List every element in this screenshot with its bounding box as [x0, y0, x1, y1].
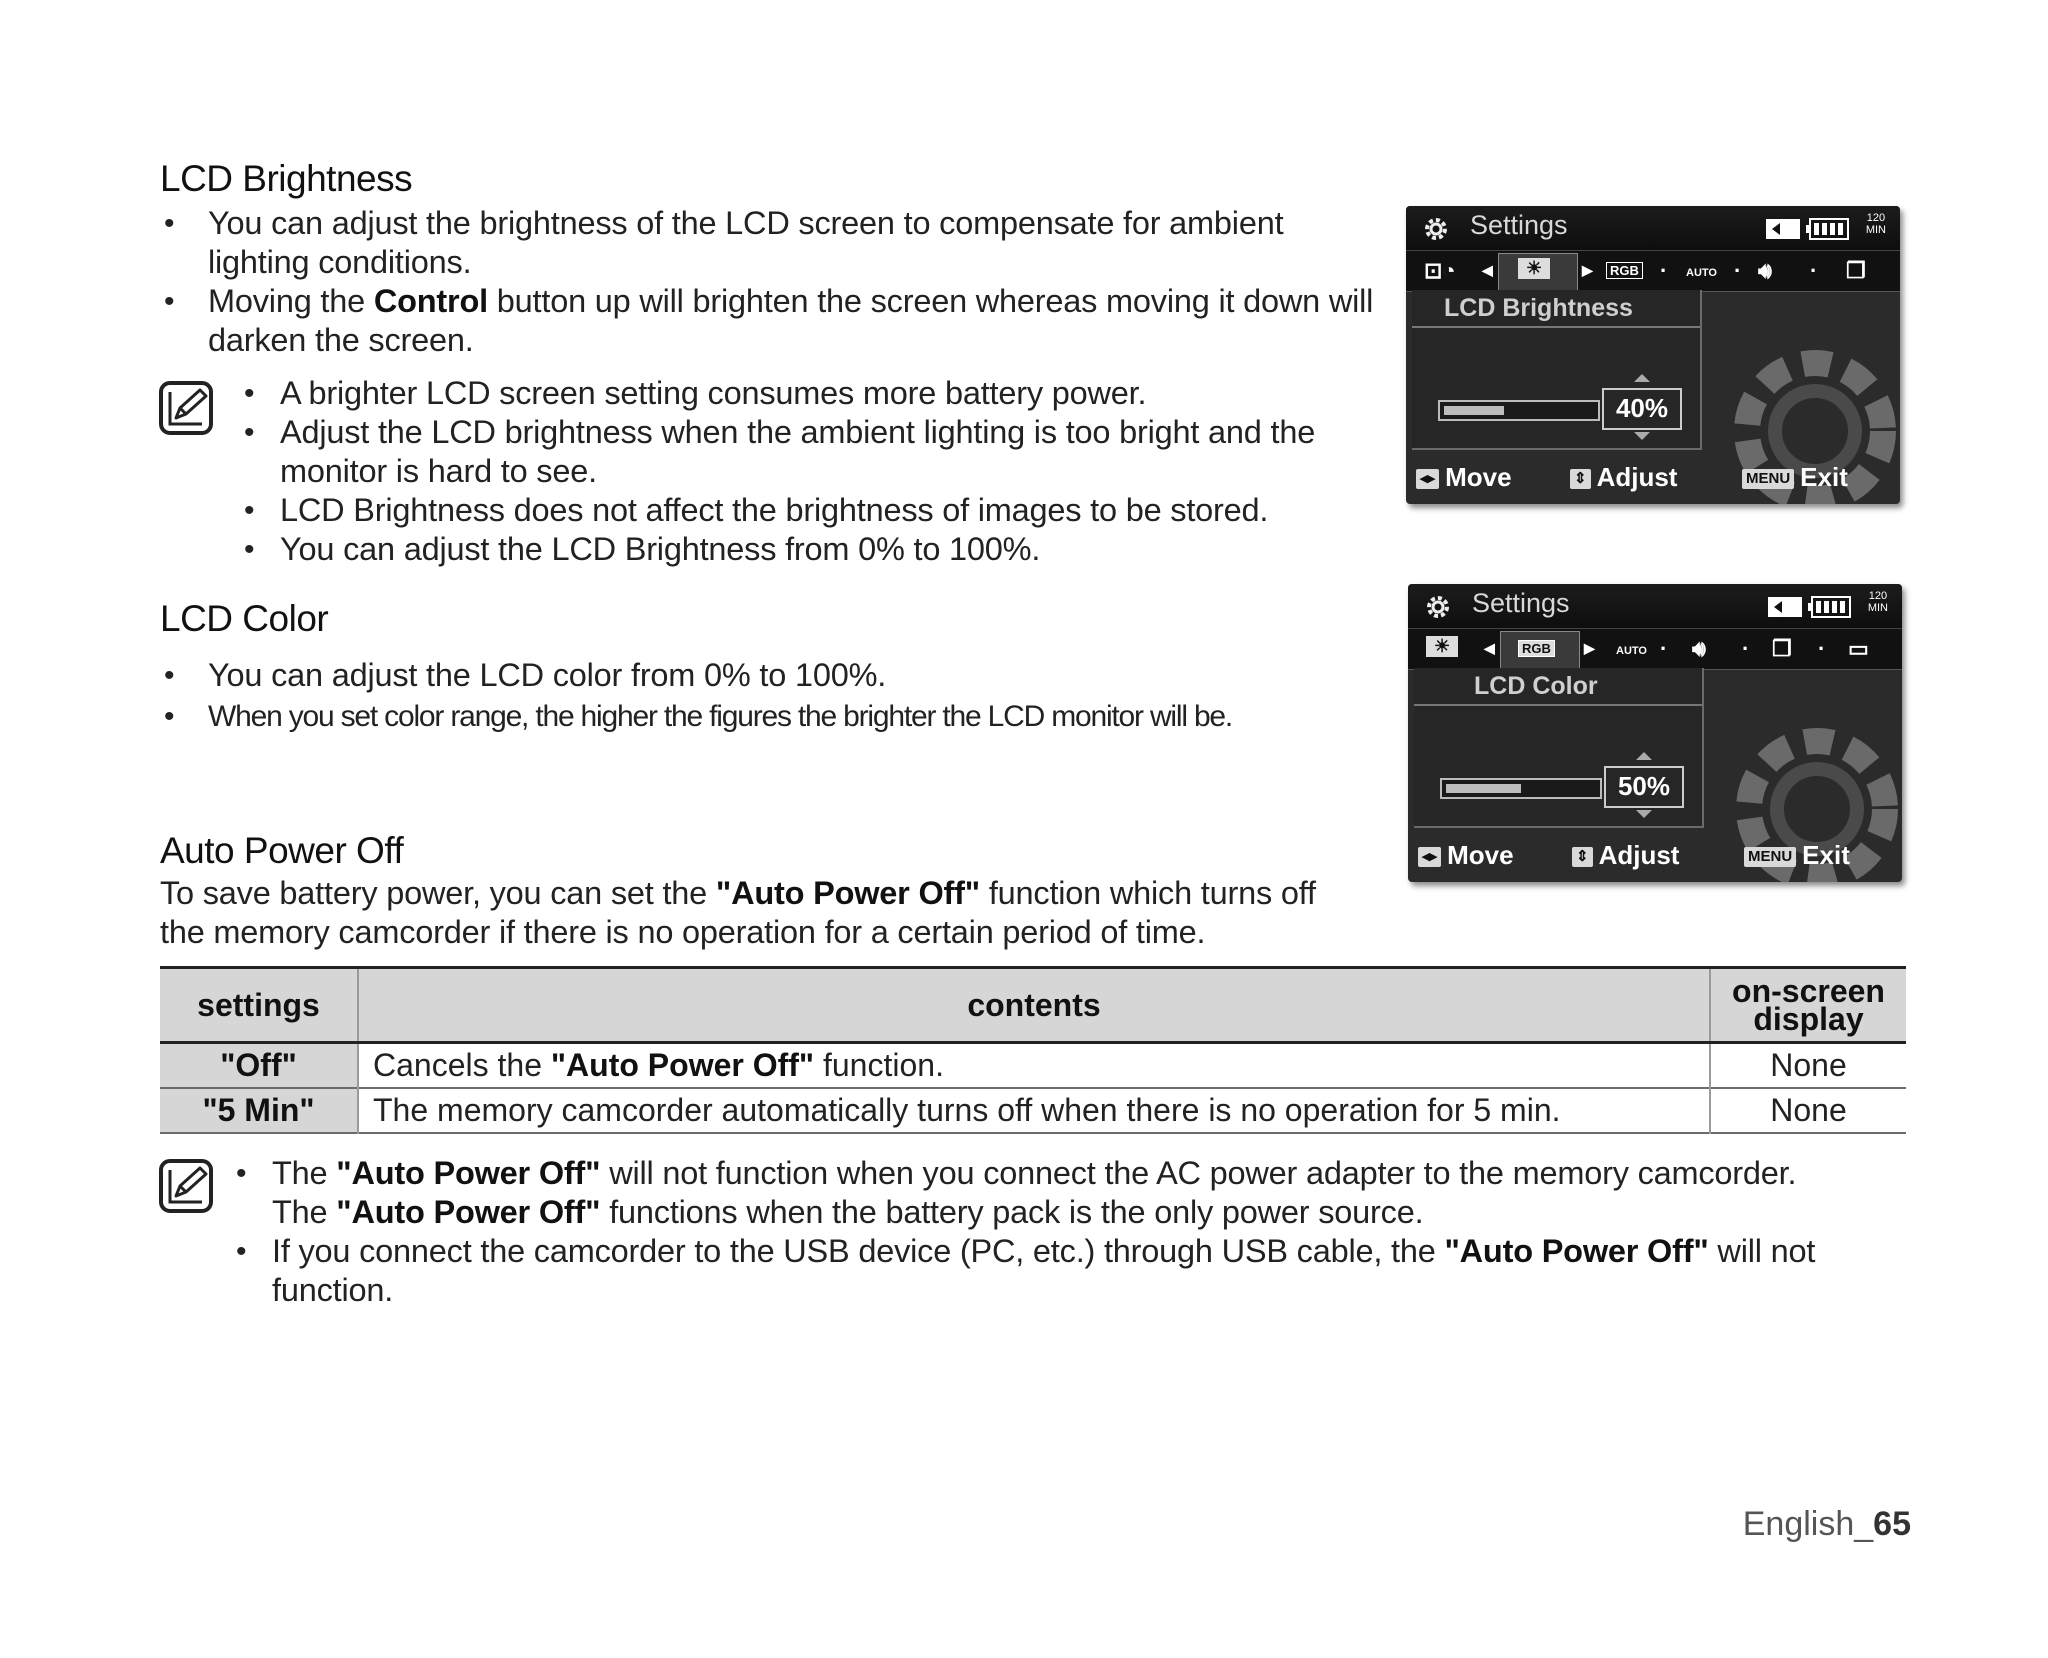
- brightness-icon: ☀: [1426, 636, 1458, 657]
- note-pencil-icon: [158, 380, 214, 436]
- auto-icon: AUTO: [1616, 645, 1647, 657]
- lcd-color-screen: [1408, 584, 1902, 882]
- table-row: [160, 1043, 1906, 1089]
- copy-icon: ❐: [1772, 636, 1792, 661]
- cell-contents: The memory camcorder automatically turns off when there is no operation for 5 min.: [358, 1088, 1710, 1133]
- value-box: 40%: [1602, 388, 1682, 430]
- list-item: • The "Auto Power Off" will not function when you connect the AC power adapter to the memory camcorder. The "Auto Power Off" functions when the battery pack is the only power source.: [236, 1154, 1916, 1232]
- exit-hint: MENU Exit: [1742, 462, 1848, 493]
- screen-title-bar: [1408, 584, 1902, 628]
- dot: ·: [1810, 258, 1818, 283]
- lcd-brightness-bullets: [160, 204, 1390, 360]
- remaining-time: 120 MIN: [1865, 212, 1886, 236]
- list-item: • If you connect the camcorder to the USB device (PC, etc.) through USB cable, the "Auto Power Off" will not function.: [236, 1232, 1916, 1310]
- dot: ·: [1818, 636, 1826, 661]
- list-item: • You can adjust the LCD Brightness from 0% to 100%.: [244, 530, 1364, 569]
- table-header-row: [160, 968, 1906, 1043]
- date-time-icon: ⊡◔: [1424, 258, 1456, 283]
- right-arrow-icon: ▶: [1582, 262, 1593, 278]
- cell-osd: None: [1770, 1092, 1847, 1128]
- value-box: 50%: [1604, 766, 1684, 808]
- left-arrow-icon: ◀: [1482, 262, 1493, 278]
- menu-key: MENU: [1742, 469, 1794, 489]
- list-item: • LCD Brightness does not affect the brightness of images to be stored.: [244, 491, 1364, 530]
- auto-power-off-intro: To save battery power, you can set the "Auto Power Off" function which turns off the memory camcorder if there is no operation for a certain period of time.: [160, 875, 1316, 950]
- adjust-hint: ⇕ Adjust: [1572, 840, 1679, 871]
- col-header-contents: contents: [358, 968, 1710, 1043]
- dot: ·: [1742, 636, 1750, 661]
- up-arrow-icon: [1636, 752, 1652, 760]
- menu-key: MENU: [1744, 847, 1796, 867]
- list-item: • A brighter LCD screen setting consumes more battery power.: [244, 374, 1364, 413]
- list-item: • You can adjust the brightness of the LCD screen to compensate for ambient lighting conditions.: [160, 204, 1390, 282]
- slider-fill: [1446, 784, 1521, 793]
- speaker-icon: 🔊︎: [1758, 258, 1772, 283]
- dot: ·: [1734, 258, 1742, 283]
- speaker-icon: 🔊︎: [1692, 636, 1706, 661]
- auto-icon: AUTO: [1686, 267, 1717, 279]
- auto-power-off-notes: [236, 1154, 1916, 1310]
- left-right-key-icon: ◂▸: [1416, 469, 1439, 489]
- left-arrow-icon: ◀: [1484, 640, 1495, 656]
- cell-contents: Cancels the "Auto Power Off" function.: [358, 1043, 1710, 1089]
- brightness-slider: [1438, 400, 1600, 421]
- heading-lcd-brightness: LCD Brightness: [160, 158, 413, 199]
- left-right-key-icon: ◂▸: [1418, 847, 1441, 867]
- screen-title: Settings: [1470, 210, 1568, 240]
- lcd-brightness-screen: [1406, 206, 1900, 504]
- page-footer: English_65: [1742, 1505, 1911, 1543]
- rgb-icon: RGB: [1518, 640, 1555, 657]
- cell-setting: "5 Min": [160, 1088, 358, 1133]
- list-item: • Moving the Control button up will brighten the screen whereas moving it down will darken the screen.: [160, 282, 1390, 360]
- up-arrow-icon: [1634, 374, 1650, 382]
- screen-title: Settings: [1472, 588, 1570, 618]
- exit-hint: MENU Exit: [1744, 840, 1850, 871]
- lcd-brightness-notes: [244, 374, 1364, 569]
- dot: ·: [1660, 258, 1668, 283]
- table-row: [160, 1088, 1906, 1133]
- lcd-color-bullets: [160, 656, 1390, 736]
- list-item: • When you set color range, the higher the figures the brighter the LCD monitor will be.: [160, 697, 1390, 736]
- panel-title: LCD Color: [1474, 672, 1598, 700]
- heading-auto-power-off: Auto Power Off: [160, 830, 404, 871]
- down-arrow-icon: [1634, 432, 1650, 440]
- screen-bottom-bar: [1406, 456, 1900, 504]
- settings-icon-row: [1408, 628, 1902, 670]
- col-header-osd: on-screen display: [1732, 973, 1885, 1037]
- list-item: • You can adjust the LCD color from 0% to 100%.: [160, 656, 1390, 695]
- down-arrow-icon: [1636, 810, 1652, 818]
- list-item: • Adjust the LCD brightness when the ambient lighting is too bright and the monitor is hard to see.: [244, 413, 1364, 491]
- cell-osd: None: [1770, 1047, 1847, 1083]
- adjust-hint: ⇕ Adjust: [1570, 462, 1677, 493]
- move-hint: ◂▸ Move: [1416, 462, 1512, 493]
- gear-icon: [1424, 593, 1452, 621]
- up-down-key-icon: ⇕: [1570, 469, 1591, 489]
- cell-setting: "Off": [160, 1043, 358, 1089]
- right-arrow-icon: ▶: [1584, 640, 1595, 656]
- up-down-key-icon: ⇕: [1572, 847, 1593, 867]
- auto-power-off-table: [160, 966, 1906, 1134]
- move-hint: ◂▸ Move: [1418, 840, 1514, 871]
- battery-outline-icon: ▭: [1848, 636, 1869, 661]
- panel-title: LCD Brightness: [1444, 294, 1633, 322]
- heading-lcd-color: LCD Color: [160, 598, 329, 639]
- brightness-icon: ☀: [1518, 258, 1550, 279]
- setting-panel: [1412, 290, 1702, 450]
- color-slider: [1440, 778, 1602, 799]
- settings-icon-row: [1406, 250, 1900, 292]
- copy-icon: ❐: [1846, 258, 1866, 283]
- col-header-settings: settings: [160, 968, 358, 1043]
- setting-panel: [1414, 668, 1704, 828]
- rgb-icon: RGB: [1606, 262, 1643, 279]
- note-pencil-icon: [158, 1158, 214, 1214]
- screen-bottom-bar: [1408, 834, 1902, 882]
- remaining-time: 120 MIN: [1867, 590, 1888, 614]
- screen-title-bar: [1406, 206, 1900, 250]
- dot: ·: [1660, 636, 1668, 661]
- gear-icon: [1422, 215, 1450, 243]
- slider-fill: [1444, 406, 1504, 415]
